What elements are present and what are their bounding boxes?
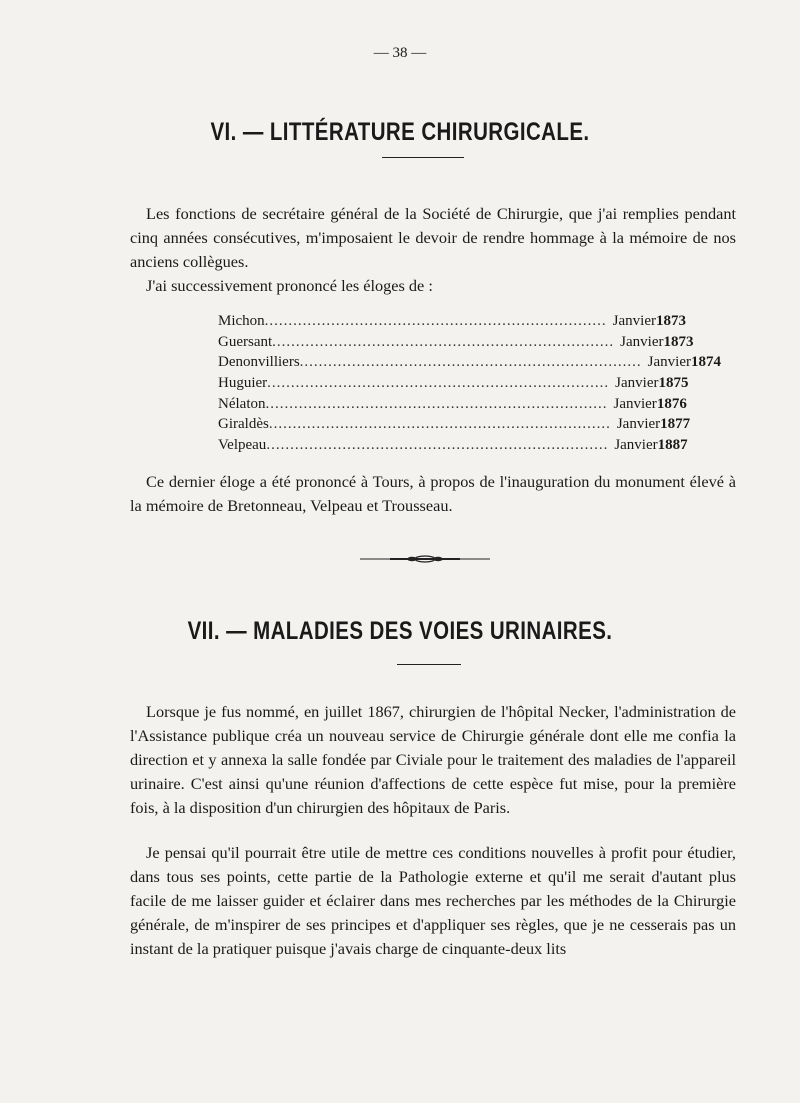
leader-dots: ........................................................................ xyxy=(299,354,642,371)
eloge-month: Janvier xyxy=(614,437,658,454)
leader-dots: ........................................................................ xyxy=(264,313,607,329)
paragraph-tours: Ce dernier éloge a été prononcé à Tours, à propos de l'inauguration du monument élevé à la mémoire de Bretonneau, Velpeau et Trousseau. xyxy=(130,472,736,515)
eloge-year: 1873 xyxy=(656,313,686,329)
eloge-row xyxy=(218,313,686,334)
eloge-month: Janvier xyxy=(612,313,656,329)
eloge-month: Janvier xyxy=(620,333,664,350)
eloge-year: 1877 xyxy=(660,416,691,433)
eloge-month: Janvier xyxy=(615,375,659,392)
eloges-list xyxy=(218,313,721,458)
heading-underline xyxy=(382,157,464,158)
eloge-row xyxy=(218,375,689,396)
paragraph-pathologie: Je pensai qu'il pourrait être utile de mettre ces conditions nouvelles à profit pour étudier, dans tous ses points, cette partie de la Pathologie externe et qu'il me serait d'autant plus facile de me laisser guider et éclairer dans mes recherches par les méthodes de la Chirurgie générale, de m'inspirer de ses principes et d'appliquer ses règles, que je ne cesserais pas un instant de la pratiquer puisque j'avais charge de cinquante-deux lits xyxy=(130,843,736,958)
leader-dots: ........................................................................ xyxy=(268,416,611,433)
eloge-name: Giraldès xyxy=(218,416,269,433)
eloge-name: Michon xyxy=(218,313,265,329)
leader-dots: ........................................................................ xyxy=(272,333,615,350)
eloge-name: Velpeau xyxy=(218,437,267,454)
section-heading-litterature: VI. — LITTÉRATURE CHIRURGICALE. xyxy=(210,118,590,146)
eloge-year: 1874 xyxy=(690,354,721,371)
eloge-name: Guersant xyxy=(218,333,273,350)
eloge-row xyxy=(218,354,721,375)
ornamental-divider-icon xyxy=(360,551,490,567)
eloge-year: 1887 xyxy=(657,437,688,454)
eloge-year: 1876 xyxy=(656,395,687,412)
eloge-row xyxy=(218,437,688,458)
eloge-name: Denonvilliers xyxy=(218,354,300,371)
eloge-month: Janvier xyxy=(647,354,691,371)
section-heading-maladies: VII. — MALADIES DES VOIES URINAIRES. xyxy=(187,617,613,645)
eloge-month: Janvier xyxy=(616,416,661,433)
eloge-row xyxy=(218,333,694,355)
heading-underline xyxy=(397,664,461,665)
paragraph-necker: Lorsque je fus nommé, en juillet 1867, chirurgien de l'hôpital Necker, l'administration de l'Assistance publique créa un nouveau service de Chirurgie générale dont elle me confia la direction et y annexa la salle fondée par Civiale pour le traitement des maladies de l'appareil urinaire. C'est ainsi qu'une réunion d'affections de cette espèce fut mise, pour la première fois, à la disposition d'un chirurgien des hôpitaux de Paris. xyxy=(130,702,736,817)
eloge-year: 1875 xyxy=(658,375,689,392)
eloge-row xyxy=(218,416,691,437)
paragraph-eloges-intro: J'ai successivement prononcé les éloges de : xyxy=(146,276,433,295)
leader-dots: ........................................................................ xyxy=(265,395,608,412)
eloge-month: Janvier xyxy=(613,395,657,412)
eloge-year: 1873 xyxy=(663,333,694,350)
leader-dots: ........................................................................ xyxy=(266,437,609,454)
paragraph-secretaire: Les fonctions de secrétaire général de la Société de Chirurgie, que j'ai remplies pendant cinq années consécutives, m'imposaient le devoir de rendre hommage à la mémoire de nos anciens collègues. xyxy=(130,204,736,271)
eloge-name: Nélaton xyxy=(218,395,266,412)
eloge-row xyxy=(218,395,687,417)
page-number: — 38 — xyxy=(373,45,427,61)
leader-dots: ........................................................................ xyxy=(267,375,610,392)
eloge-name: Huguier xyxy=(218,375,268,392)
